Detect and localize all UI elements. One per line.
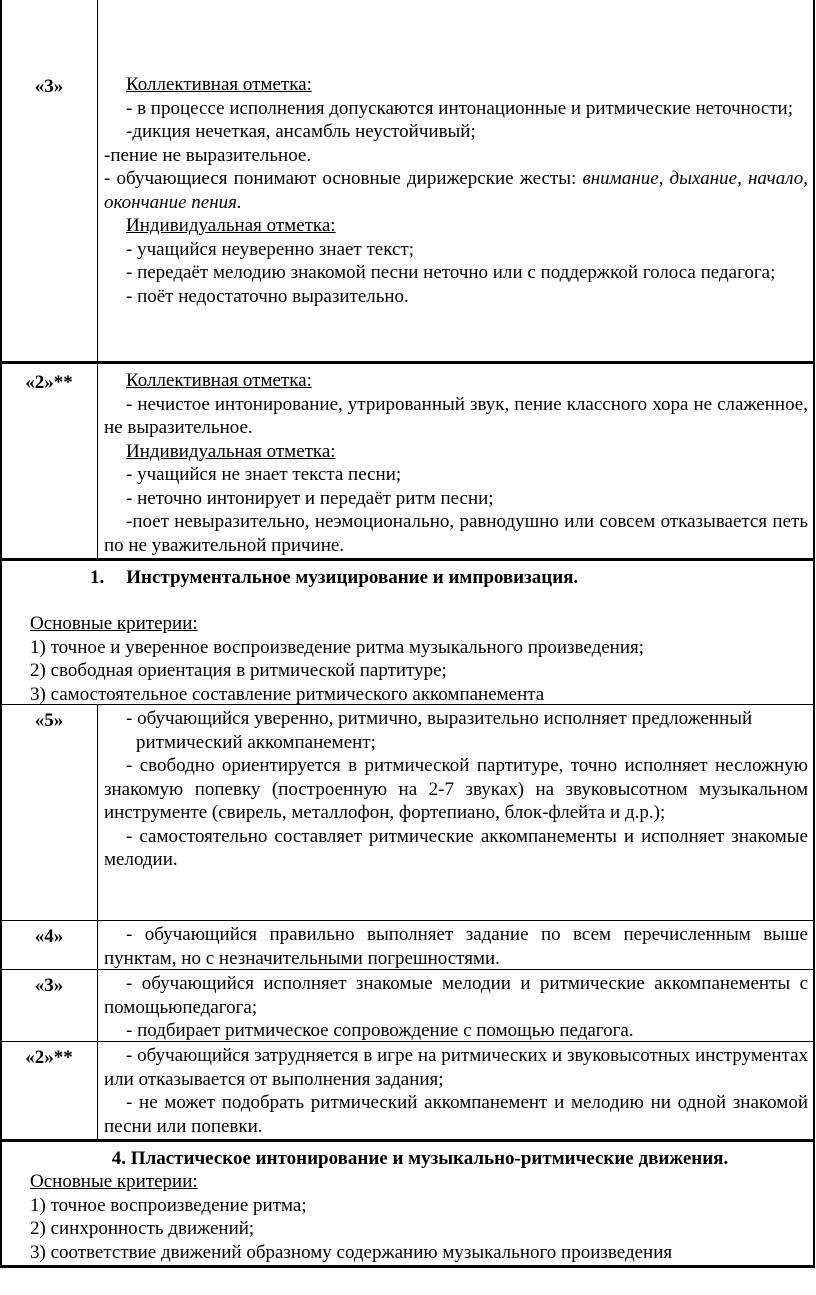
criteria-item: 3) соответствие движений образному содержанию музыкального произведения [30, 1241, 673, 1263]
description-italic: внимание, дыхание, начало, окончание пения. [104, 168, 809, 213]
description-line: -дикция нечеткая, ансамбль неустойчивый; [126, 121, 476, 142]
grade-description [104, 972, 808, 1043]
description-line: - поёт недостаточно выразительно. [126, 285, 409, 307]
grade-label: «4» [34, 926, 64, 947]
description-line: - обучающийся затрудняется в игре на ритмических и звуковысотных инструментах или отказывается от выполнения задания; [104, 1045, 808, 1090]
collective-label-text: Коллективная отметка: [126, 370, 312, 391]
table-border-left [0, 0, 2, 1268]
grade-description [104, 1044, 808, 1138]
description-line: - учащийся не знает текста песни; [126, 464, 402, 485]
table-border-right [813, 0, 815, 1268]
collective-label [104, 369, 808, 393]
criteria-label-text: Основные критерии: [30, 613, 198, 634]
collective-label [104, 73, 808, 97]
grade-description [104, 73, 808, 308]
criteria-label [30, 1170, 810, 1194]
grade-label: «5» [34, 710, 64, 731]
row-separator [0, 558, 815, 561]
row-separator [0, 1139, 815, 1142]
individual-label-text: Индивидуальная отметка: [126, 215, 336, 236]
description-line: - свободно ориентируется в ритмической партитуре, точно исполняет несложную знакомую попевку (построенную на 2-7 звуках) на звуковысотном музыкальном инструменте (свирель, металлофон, фортепиано, блок-флейта и д.р.); [104, 755, 808, 823]
column-divider [97, 704, 98, 1141]
section-heading-number: 1. [90, 567, 105, 588]
description-text: - обучающиеся понимают основные дирижерские жесты: [104, 168, 583, 189]
section-heading [90, 566, 710, 590]
row-separator [0, 920, 815, 921]
description-line: - в процессе исполнения допускаются интонационные и ритмические неточности; [126, 97, 794, 119]
section-heading: 4. Пластическое интонирование и музыкально-ритмические движения. [111, 1148, 729, 1169]
grade-description [104, 707, 808, 872]
description-line: - обучающийся правильно выполняет задание по всем перечисленным выше пунктам, но с незначительными погрешностями. [104, 924, 808, 969]
description-line: - подбирает ритмическое сопровождение с помощью педагога. [126, 1020, 634, 1041]
table-border-bottom [0, 1265, 815, 1268]
description-line: - обучающийся уверенно, ритмично, выразительно исполняет предложенный [126, 708, 753, 729]
description-line: - обучающийся исполняет знакомые мелодии и ритмические аккомпанементы с помощьюпедагога; [104, 973, 808, 1018]
criteria-label [30, 612, 810, 636]
description-line: - нечистое интонирование, утрированный звук, пение классного хора не слаженное, не выразительное. [104, 393, 808, 438]
criteria-label-text: Основные критерии: [30, 1171, 198, 1192]
grade-label: «3» [34, 76, 64, 97]
grade-label: «2»** [25, 372, 73, 393]
criteria-item: 2) свободная ориентация в ритмической партитуре; [30, 660, 447, 681]
criteria-item: 3) самостоятельное составление ритмического аккомпанемента [30, 683, 545, 705]
description-line: - самостоятельно составляет ритмические аккомпанементы и исполняет знакомые мелодии. [104, 825, 808, 870]
criteria-item: 1) точное воспроизведение ритма; [30, 1194, 307, 1216]
individual-label-text: Индивидуальная отметка: [126, 440, 336, 462]
individual-label [104, 214, 808, 238]
description-line: - не может подобрать ритмический аккомпанемент и мелодию ни одной знакомой песни или попевки. [104, 1092, 808, 1137]
criteria-item: 2) синхронность движений; [30, 1218, 255, 1239]
grade-label: «3» [34, 975, 64, 996]
grade-description [104, 369, 808, 557]
individual-label [104, 440, 808, 464]
criteria-block [30, 612, 810, 706]
description-line: -пение не выразительное. [104, 144, 312, 166]
collective-label-text: Коллективная отметка: [126, 74, 312, 95]
description-line: - учащийся неуверенно знает текст; [126, 238, 414, 260]
criteria-item: 1) точное и уверенное воспроизведение ритма музыкального произведения; [30, 636, 645, 658]
description-line: -поет невыразительно, неэмоционально, равнодушно или совсем отказывается петь по не уважительной причине. [104, 511, 808, 556]
description-line [104, 167, 808, 214]
description-line: ритмический аккомпанемент; [136, 731, 376, 753]
description-line: - передаёт мелодию знакомой песни неточно или с поддержкой голоса педагога; [126, 262, 776, 283]
criteria-block [30, 1170, 810, 1264]
grade-label: «2»** [25, 1047, 73, 1068]
section-heading-text: Инструментальное музицирование и импровизация. [126, 567, 579, 588]
description-line: - неточно интонирует и передаёт ритм песни; [126, 487, 494, 509]
row-separator [0, 361, 815, 364]
grade-description [104, 923, 808, 970]
